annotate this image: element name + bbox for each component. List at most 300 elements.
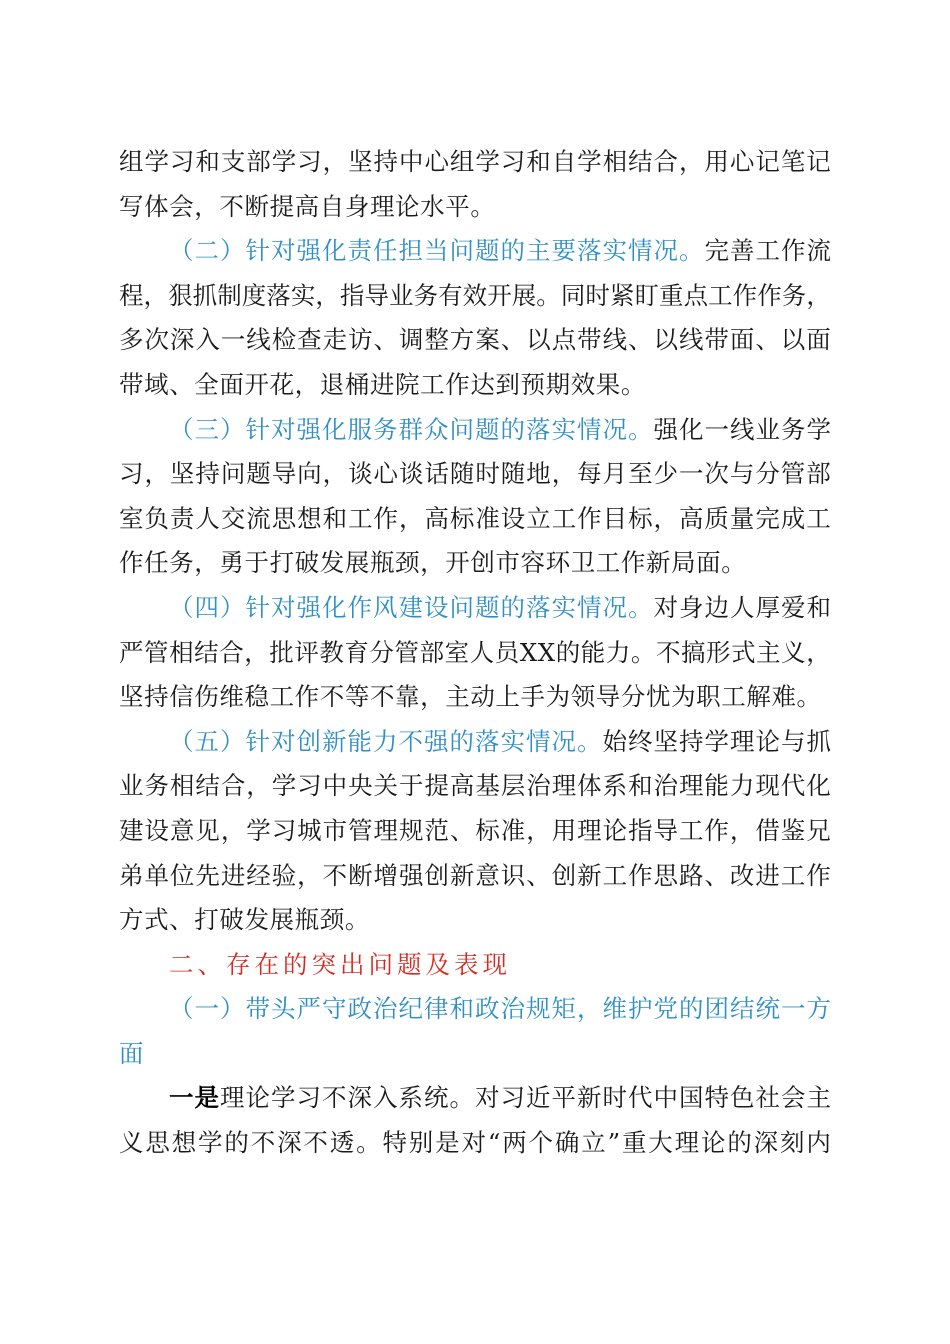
text-char: 习 xyxy=(296,1083,321,1113)
text-char: 水 xyxy=(420,191,445,221)
text-char: 颈 xyxy=(395,548,420,578)
text-char: 识 xyxy=(500,860,526,890)
text-char: 作 xyxy=(620,548,646,578)
text-char: 不 xyxy=(303,1128,328,1158)
subheading-char: 一 xyxy=(781,994,806,1024)
text-char: 建 xyxy=(119,815,144,845)
text-char: 进 xyxy=(755,860,780,890)
text-char: 时 xyxy=(602,1083,627,1113)
subheading-char: 方 xyxy=(806,994,831,1024)
text-char: 形 xyxy=(706,637,731,667)
text-char: 论 xyxy=(245,1083,270,1113)
subheading-char: 群 xyxy=(398,414,423,444)
text-char: 。 xyxy=(620,369,646,399)
text-char: 完 xyxy=(704,236,729,266)
text-char: 理 xyxy=(730,726,755,756)
text-char: 准 xyxy=(500,815,526,845)
text-char: 组 xyxy=(119,147,144,176)
text-char: 维 xyxy=(219,682,244,712)
text-char: 盯 xyxy=(634,280,659,310)
text-char: 大 xyxy=(648,1128,673,1158)
subheading-char: 况 xyxy=(602,414,627,444)
text-line xyxy=(119,274,831,319)
text-char: 新 xyxy=(577,860,602,890)
text-char: 别 xyxy=(408,1128,434,1158)
document-body xyxy=(119,140,831,1166)
text-char: 位 xyxy=(169,860,195,890)
text-char: 学 xyxy=(198,1128,223,1158)
subheading-char: 任 xyxy=(373,236,398,266)
subheading-char: 三 xyxy=(194,414,219,444)
text-char: 深 xyxy=(169,325,195,355)
text-char: 体 xyxy=(577,771,602,801)
subheading-char: 。 xyxy=(577,726,602,756)
text-char: 学 xyxy=(271,771,297,801)
text-char: 坚 xyxy=(169,459,195,489)
subheading-char: 务 xyxy=(373,414,398,444)
text-char: 新 xyxy=(645,548,671,578)
text-char: 平 xyxy=(445,191,470,221)
text-char: 相 xyxy=(602,147,628,176)
text-char: 时 xyxy=(475,459,500,489)
text-char: 论 xyxy=(700,1128,726,1158)
text-char: 能 xyxy=(580,637,606,667)
text-char: 力 xyxy=(729,771,755,801)
text-char: ， xyxy=(244,637,269,667)
text-char: 业 xyxy=(755,414,780,444)
text-char: 平 xyxy=(551,1083,576,1113)
text-char: 每 xyxy=(577,459,602,489)
text-char: 身 xyxy=(344,191,370,221)
text-char: 人 xyxy=(195,503,220,533)
text-char: 抓 xyxy=(806,726,831,756)
subheading-char: 要 xyxy=(551,236,576,266)
text-char: 面 xyxy=(219,369,244,399)
subheading-char: 创 xyxy=(296,726,321,756)
text-char: 稳 xyxy=(244,682,269,712)
text-char: 整 xyxy=(424,325,449,355)
text-char: 线 xyxy=(246,325,271,355)
text-char: ， xyxy=(246,771,271,801)
text-char: 强 xyxy=(398,860,424,890)
text-char: 持 xyxy=(679,726,704,756)
text-char: 不 xyxy=(322,1083,347,1113)
subheading-char: 当 xyxy=(424,236,449,266)
text-char: 案 xyxy=(475,325,500,355)
text-char: 谈 xyxy=(348,459,373,489)
text-char: 、 xyxy=(169,369,194,399)
subheading-char: 规 xyxy=(526,994,551,1024)
text-char: 工 xyxy=(708,280,733,310)
text-char: 解 xyxy=(746,682,771,712)
text-char: 分 xyxy=(620,682,646,712)
subheading-char: 治 xyxy=(500,994,525,1024)
text-char: ， xyxy=(322,147,348,176)
text-char: 同 xyxy=(560,280,586,310)
subheading-char: 设 xyxy=(424,592,449,622)
text-line xyxy=(119,809,831,854)
text-char: 任 xyxy=(144,548,169,578)
text-char: 不 xyxy=(250,1128,276,1158)
text-char: 相 xyxy=(169,637,194,667)
text-char: 伤 xyxy=(194,682,219,712)
text-char: 终 xyxy=(628,726,653,756)
text-char: 合 xyxy=(220,771,246,801)
text-char: 合 xyxy=(219,637,244,667)
text-char: 断 xyxy=(348,860,373,890)
text-char: 环 xyxy=(545,548,571,578)
text-char: 作 xyxy=(757,280,782,310)
subheading-char: 的 xyxy=(449,726,474,756)
text-line xyxy=(119,452,831,497)
text-char: 和 xyxy=(806,592,831,622)
text-char: 习 xyxy=(119,459,144,489)
text-char: 流 xyxy=(246,503,271,533)
subheading-char: 对 xyxy=(271,236,296,266)
text-char: 厚 xyxy=(755,592,780,622)
text-char: 高 xyxy=(294,191,320,221)
text-char: 理 xyxy=(369,191,395,221)
text-char: 内 xyxy=(806,1128,831,1158)
subheading-char: 团 xyxy=(704,994,729,1024)
text-char: 高 xyxy=(424,503,449,533)
text-char: 勇 xyxy=(219,548,244,578)
text-char: 入 xyxy=(373,1083,398,1113)
text-char: 意 xyxy=(169,815,195,845)
text-char: 果 xyxy=(595,369,621,399)
text-char: 标 xyxy=(449,503,475,533)
text-char: 、 xyxy=(449,815,475,845)
text-char: 学 xyxy=(144,147,169,176)
text-char: 务 xyxy=(781,414,806,444)
text-char: 为 xyxy=(545,682,571,712)
text-char: 有 xyxy=(438,280,463,310)
text-char: 自 xyxy=(551,147,577,176)
section-heading-char: 突 xyxy=(311,949,337,979)
text-char: 发 xyxy=(319,548,345,578)
text-char: 容 xyxy=(520,548,545,578)
text-char: 、 xyxy=(704,860,729,890)
text-char: 。 xyxy=(721,548,746,578)
text-char: 月 xyxy=(602,459,628,489)
text-char: 路 xyxy=(678,860,704,890)
text-line xyxy=(119,318,831,363)
text-char: 和 xyxy=(526,147,551,176)
text-char: ” xyxy=(607,1128,621,1158)
text-char: 重 xyxy=(659,280,684,310)
text-char: 个 xyxy=(528,1128,554,1158)
text-char: 代 xyxy=(780,771,806,801)
text-char: 不 xyxy=(322,860,348,890)
text-char: 式 xyxy=(731,637,756,667)
text-char: 标 xyxy=(475,815,500,845)
section-heading-char: 问 xyxy=(368,949,394,979)
text-char: 持 xyxy=(144,682,169,712)
text-char: 工 xyxy=(551,503,577,533)
text-char: 部 xyxy=(246,147,271,176)
text-char: 爱 xyxy=(781,592,806,622)
text-char: 效 xyxy=(462,280,488,310)
text-char: 线 xyxy=(678,325,704,355)
subheading-char: 新 xyxy=(322,726,347,756)
subheading-char: 。 xyxy=(628,414,653,444)
subheading-char: 实 xyxy=(500,726,525,756)
text-char: 主 xyxy=(806,1083,831,1113)
subheading-char: （ xyxy=(169,592,194,622)
subheading-char: 责 xyxy=(347,236,372,266)
text-char: 达 xyxy=(470,369,495,399)
text-char: 实 xyxy=(290,280,316,310)
text-char: 预 xyxy=(520,369,545,399)
text-char: 于 xyxy=(398,771,424,801)
text-char: ， xyxy=(420,548,445,578)
text-char: 期 xyxy=(545,369,571,399)
text-char: 面 xyxy=(806,325,831,355)
text-char: 会 xyxy=(169,191,194,221)
subheading-char: 针 xyxy=(245,592,270,622)
text-char: 身 xyxy=(679,592,704,622)
text-char: 兄 xyxy=(806,815,831,845)
subheading-char: 服 xyxy=(347,414,372,444)
text-char: 一 xyxy=(678,459,704,489)
subheading-char: ） xyxy=(220,414,245,444)
text-char: 走 xyxy=(322,325,348,355)
text-char: 结 xyxy=(194,637,219,667)
text-char: 作 xyxy=(373,503,399,533)
text-char: 进 xyxy=(369,369,395,399)
text-char: 开 xyxy=(487,280,512,310)
text-char: 不 xyxy=(219,191,244,221)
text-line xyxy=(119,720,831,765)
text-char: 全 xyxy=(194,369,219,399)
subheading-char: 对 xyxy=(271,726,296,756)
text-char: 作 xyxy=(628,860,653,890)
subheading-char: 强 xyxy=(296,414,321,444)
text-char: 习 xyxy=(500,147,526,176)
text-char: 学 xyxy=(475,147,500,176)
text-char: 带 xyxy=(704,325,729,355)
text-char: 退 xyxy=(319,369,345,399)
text-char: 改 xyxy=(729,860,755,890)
text-char: 展 xyxy=(511,280,537,310)
subheading-char: 针 xyxy=(245,414,270,444)
text-char: 搞 xyxy=(680,637,706,667)
text-char: 靠 xyxy=(395,682,420,712)
text-char: 习 xyxy=(271,815,297,845)
text-char: 工 xyxy=(721,682,746,712)
text-char: 工 xyxy=(269,682,295,712)
subheading-char: 落 xyxy=(475,726,500,756)
text-char: 作 xyxy=(732,280,758,310)
text-char: 局 xyxy=(671,548,696,578)
text-char: 点 xyxy=(683,280,709,310)
text-char: 打 xyxy=(194,905,219,935)
text-char: 作 xyxy=(445,369,470,399)
text-char: 理 xyxy=(674,1128,700,1158)
text-char: 论 xyxy=(395,191,420,221)
text-char: 准 xyxy=(475,503,500,533)
text-char: 思 xyxy=(271,503,297,533)
text-char: 量 xyxy=(729,503,755,533)
subheading-char: ， xyxy=(577,994,602,1024)
text-char: 对 xyxy=(653,592,678,622)
text-char: 忧 xyxy=(645,682,671,712)
text-char: 范 xyxy=(424,815,449,845)
text-char: 学 xyxy=(806,414,831,444)
text-char: 中 xyxy=(653,1083,678,1113)
text-char: 论 xyxy=(755,726,780,756)
text-char: 结 xyxy=(195,771,220,801)
text-char: 统 xyxy=(424,1083,449,1113)
subheading-char: 对 xyxy=(271,592,296,622)
subheading-char: 实 xyxy=(551,414,576,444)
text-char: 学 xyxy=(577,147,602,176)
text-char: 工 xyxy=(806,503,831,533)
text-char: 习 xyxy=(500,1083,525,1113)
text-char: 、 xyxy=(755,325,780,355)
text-char: 代 xyxy=(628,1083,653,1113)
text-line xyxy=(119,1121,831,1166)
text-char: 瓶 xyxy=(294,905,320,935)
text-char: 的 xyxy=(555,637,581,667)
subheading-char: 况 xyxy=(602,592,627,622)
text-char: 工 xyxy=(780,860,806,890)
text-line xyxy=(119,898,831,943)
text-char: 抓 xyxy=(192,280,218,310)
text-char: 想 xyxy=(171,1128,197,1158)
text-char: 义 xyxy=(781,637,806,667)
text-char: 重 xyxy=(621,1128,647,1158)
text-char: 的 xyxy=(224,1128,249,1158)
text-char: 带 xyxy=(577,325,602,355)
text-char: 坚 xyxy=(348,147,373,176)
section-heading-char: 存 xyxy=(226,949,252,979)
text-char: 点 xyxy=(551,325,577,355)
text-char: 结 xyxy=(628,147,653,176)
text-char: 主 xyxy=(756,637,781,667)
text-char: 次 xyxy=(704,459,729,489)
text-char: 系 xyxy=(398,1083,423,1113)
text-char: 落 xyxy=(266,280,291,310)
text-char: 职 xyxy=(696,682,721,712)
text-char: 部 xyxy=(806,459,831,489)
subheading-char: 问 xyxy=(449,592,474,622)
text-char: 新 xyxy=(577,1083,602,1113)
text-char: 线 xyxy=(602,325,628,355)
subheading-char: 众 xyxy=(424,414,449,444)
text-char: 立 xyxy=(581,1128,606,1158)
text-char: 到 xyxy=(495,369,520,399)
text-char: 颈 xyxy=(319,905,345,935)
text-char: 心 xyxy=(373,459,399,489)
text-char: 基 xyxy=(475,771,500,801)
text-char: 目 xyxy=(602,503,628,533)
text-char: 义 xyxy=(119,1128,144,1158)
text-char: 严 xyxy=(119,637,144,667)
text-char: 笔 xyxy=(780,147,806,176)
subheading-char: 。 xyxy=(679,236,704,266)
subheading-char: 题 xyxy=(475,414,500,444)
text-char: 作 xyxy=(119,548,144,578)
text-char: 单 xyxy=(144,860,169,890)
text-char: 务 xyxy=(169,548,194,578)
text-line xyxy=(119,363,831,408)
text-char: 工 xyxy=(602,860,628,890)
subheading-char: 矩 xyxy=(551,994,576,1024)
text-char: 心 xyxy=(729,147,755,176)
text-char: 务 xyxy=(144,771,169,801)
text-char: 增 xyxy=(373,860,399,890)
text-char: 创 xyxy=(551,860,577,890)
text-char: 提 xyxy=(424,771,449,801)
text-char: 理 xyxy=(678,771,704,801)
subheading-char: 况 xyxy=(551,726,576,756)
text-line xyxy=(119,497,831,542)
text-char: 、 xyxy=(373,325,399,355)
text-char: 市 xyxy=(322,815,348,845)
text-char: 作 xyxy=(577,503,602,533)
subheading-char: ） xyxy=(220,592,245,622)
subheading-char: 严 xyxy=(296,994,321,1024)
subheading-char: 担 xyxy=(398,236,423,266)
text-char: 两 xyxy=(502,1128,527,1158)
text-char: 想 xyxy=(297,503,322,533)
text-char: ， xyxy=(678,147,704,176)
text-char: 会 xyxy=(781,1083,806,1113)
text-char: 次 xyxy=(144,325,169,355)
subheading-char: 五 xyxy=(194,726,219,756)
text-char: 人 xyxy=(469,637,495,667)
text-char: 开 xyxy=(445,548,470,578)
text-char: 借 xyxy=(755,815,780,845)
text-char: 主 xyxy=(445,682,470,712)
text-char: 业 xyxy=(389,280,414,310)
text-char: 与 xyxy=(729,459,755,489)
subheading-char: 党 xyxy=(653,994,678,1024)
text-char: 程 xyxy=(119,280,144,310)
subheading-char: 针 xyxy=(245,236,270,266)
text-char: 。 xyxy=(356,1128,381,1158)
text-char: 先 xyxy=(195,860,220,890)
text-char: 思 xyxy=(653,860,679,890)
text-char: ， xyxy=(551,459,577,489)
text-char: 。 xyxy=(796,682,822,712)
text-char: 体 xyxy=(144,191,169,221)
text-char: 评 xyxy=(294,637,319,667)
text-char: 一 xyxy=(169,1083,194,1113)
text-char: 带 xyxy=(119,369,144,399)
subheading-char: 情 xyxy=(526,726,551,756)
subheading-char: 强 xyxy=(424,726,449,756)
text-char: 管 xyxy=(394,637,420,667)
text-char: 展 xyxy=(269,905,295,935)
subheading-char: 统 xyxy=(755,994,780,1024)
text-char: 化 xyxy=(806,771,831,801)
text-char: 高 xyxy=(678,503,704,533)
text-char: 至 xyxy=(628,459,653,489)
text-line xyxy=(119,764,831,809)
text-char: 。 xyxy=(630,637,656,667)
text-char: 关 xyxy=(373,771,399,801)
text-char: 市 xyxy=(495,548,520,578)
text-char: 、 xyxy=(500,325,526,355)
subheading-char: （ xyxy=(169,994,194,1024)
subheading-char: 。 xyxy=(628,592,653,622)
text-char: 工 xyxy=(595,548,621,578)
text-char: 记 xyxy=(806,147,831,176)
text-char: 心 xyxy=(424,147,449,176)
text-char: ， xyxy=(297,860,322,890)
